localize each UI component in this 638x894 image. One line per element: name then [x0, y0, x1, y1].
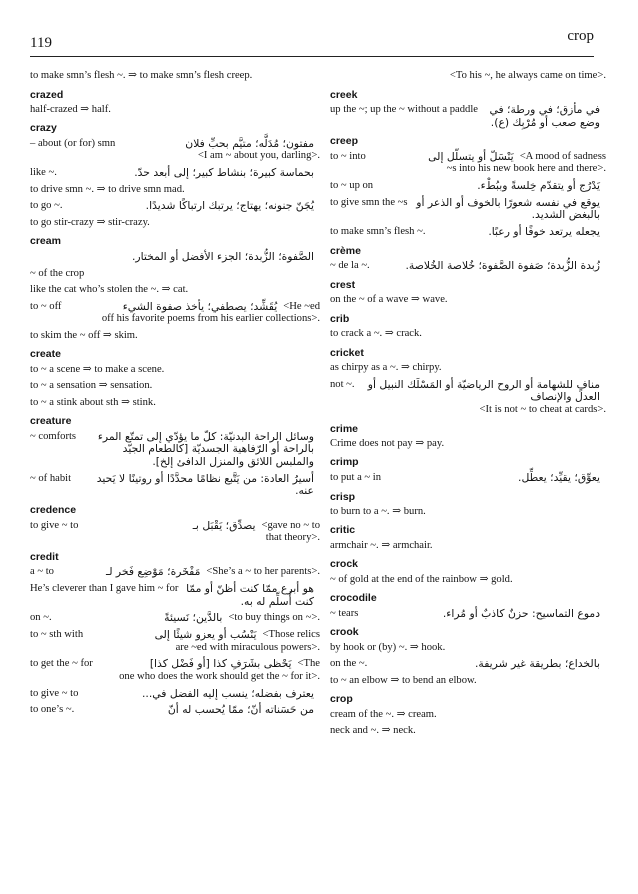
- dictionary-entry: [30, 551, 320, 717]
- headword: credence: [30, 504, 77, 517]
- sense: [330, 379, 606, 417]
- right-column: [330, 64, 606, 742]
- sense-arabic: يَحْظى بشَرَفِ كذا [أو فَضْل كذا]: [149, 657, 292, 671]
- sense-arabic: يَنْسَلّ أو يتسلّل إلى: [428, 149, 514, 163]
- sense-arabic: بالدَّين؛ نَسيئةً: [164, 611, 223, 625]
- sense-english: to go ~.: [30, 200, 63, 212]
- sense-english: neck and ~. ⇒ neck.: [330, 725, 416, 737]
- sense: [30, 167, 320, 180]
- sense-english: a ~ to: [30, 566, 54, 578]
- dictionary-entry: [330, 592, 606, 620]
- sense: [30, 397, 320, 410]
- sense: [330, 180, 606, 193]
- sense-english: to give ~ to: [30, 519, 79, 531]
- sense-arabic: بحماسة كبيرة؛ بنشاط كبير؛ إلى أبعد حدّ.: [134, 165, 314, 179]
- sense-english: to ~ a stink about sth ⇒ stink.: [30, 396, 156, 408]
- sense-english: He’s cleverer than I gave him ~ for: [30, 582, 179, 594]
- sense: [330, 608, 606, 621]
- sense: [330, 472, 606, 485]
- sense-english: to ~ off: [30, 300, 62, 312]
- sense-english: to ~ a sensation ⇒ sensation.: [30, 380, 153, 392]
- sense: [330, 362, 606, 375]
- sense-english: – about (or for) smn: [30, 137, 116, 149]
- sense: [330, 104, 606, 129]
- headword: creature: [30, 415, 72, 428]
- dictionary-entry: [330, 626, 606, 687]
- running-head: crop: [567, 28, 594, 44]
- dictionary-entry: [30, 70, 320, 83]
- dictionary-entry: [330, 524, 606, 552]
- headword: crook: [330, 626, 359, 639]
- sense-english: to skim the ~ off ⇒ skim.: [30, 329, 138, 341]
- sense-english: half-crazed ⇒ half.: [30, 103, 111, 115]
- sense-arabic: في مأزق؛ في ورطة؛ في وضع صعب أو مُرْبِك (ع).: [489, 102, 600, 129]
- sense: [330, 725, 606, 738]
- headword: crop: [330, 693, 353, 706]
- sense-english: on the ~ of a wave ⇒ wave.: [330, 294, 448, 306]
- headword: crimp: [330, 456, 359, 469]
- sense-english: cream of the ~. ⇒ cream.: [330, 708, 437, 720]
- sense-english: ~ de la ~.: [330, 260, 370, 272]
- headword: crisp: [330, 490, 356, 503]
- dictionary-entry: [30, 504, 320, 545]
- sense: [30, 583, 320, 608]
- sense: [30, 184, 320, 197]
- sense-arabic: يُقَشِّد؛ يصطفي؛ يأخذ صفوة الشيء: [122, 299, 278, 313]
- sense-english: to drive smn ~. ⇒ to drive smn mad.: [30, 183, 185, 195]
- sense: [30, 380, 320, 393]
- sense-example: <She’s a ~ to her parents>.: [206, 566, 320, 578]
- dictionary-entry: [330, 456, 606, 484]
- sense: [30, 473, 320, 498]
- sense: [330, 658, 606, 671]
- sense-arabic: يعترف بفضله؛ ينسب إليه الفضل في...: [142, 686, 314, 700]
- sense-english: to ~ an elbow ⇒ to bend an elbow.: [330, 674, 477, 686]
- sense-arabic: زُبدة الزُّبدة؛ صَفوة الصَّفوة؛ خُلاصة الخُلاصة.: [405, 259, 600, 273]
- sense-arabic: مَفْخَرة؛ مَوْضِع فَخر لـ: [106, 565, 201, 579]
- headword: creek: [330, 88, 358, 101]
- sense: [30, 704, 320, 717]
- dictionary-entry: [330, 70, 606, 83]
- sense: [330, 151, 606, 176]
- sense: [330, 540, 606, 553]
- dictionary-entry: [30, 122, 320, 229]
- sense-continuation: <I am ~ about you, darling>.: [197, 150, 320, 162]
- sense-english: to make smn’s flesh ~. ⇒ to make smn’s flesh creep.: [30, 70, 253, 81]
- sense: [330, 675, 606, 688]
- sense-english: ~ tears: [330, 607, 359, 619]
- sense-example: <A mood of sadness: [519, 150, 606, 162]
- sense-arabic: دموع التماسيح: حزنٌ كاذبٌ أو مُراء.: [442, 606, 600, 620]
- sense-english: like ~.: [30, 166, 57, 178]
- sense-example: <gave no ~ to: [261, 519, 320, 531]
- headword: crib: [330, 312, 350, 325]
- sense-continuation: <It is not ~ to cheat at cards>.: [479, 404, 606, 416]
- sense-english: ~ of gold at the end of the rainbow ⇒ gold.: [330, 573, 513, 585]
- dictionary-entry: [30, 348, 320, 409]
- sense-english: to put a ~ in: [330, 471, 382, 483]
- sense: [330, 70, 606, 83]
- sense: [30, 70, 320, 83]
- sense-arabic: يجعله يرتعد خوفًا أو رعبًا.: [488, 225, 600, 239]
- sense-english: to give ~ to: [30, 687, 79, 699]
- sense-arabic: يُجَنّ جنونه؛ يهتاج؛ يرتبك ارتباكًا شديدًا.: [145, 199, 314, 213]
- sense: [30, 629, 320, 654]
- sense-continuation: one who does the work should get the ~ for it>.: [119, 671, 320, 683]
- sense: [330, 642, 606, 655]
- headword: crazy: [30, 122, 57, 135]
- page-number: 119: [30, 35, 52, 51]
- sense-arabic: يَدْرُج أو يتقدّم خِلسةً وببُطْء.: [477, 178, 600, 192]
- sense-english: on ~.: [30, 612, 52, 624]
- sense: [30, 688, 320, 701]
- sense-arabic: وسائل الراحة البدنيّة: كلّ ما يؤدّي إلى تمتّع المرء بالراحة أو الرّفاهية الجسديّة [كالطعام الجيّد والملبس اللائق والمنزل الدافئ إلخ].: [97, 429, 314, 469]
- sense-english: to ~ up on: [330, 179, 374, 191]
- headword: crock: [330, 558, 359, 571]
- sense: [30, 658, 320, 683]
- sense: [330, 709, 606, 722]
- sense: [30, 284, 320, 297]
- sense-arabic: بالخداع؛ بطريقة غير شريفة.: [474, 657, 600, 671]
- sense: [330, 197, 606, 222]
- sense-english: to give smn the ~s: [330, 196, 408, 208]
- sense: [330, 226, 606, 239]
- sense: [330, 438, 606, 451]
- sense-english: ~ comforts: [30, 430, 77, 442]
- sense: [30, 364, 320, 377]
- dictionary-entry: [330, 423, 606, 451]
- sense: [30, 431, 320, 469]
- sense-english: to ~ a scene ⇒ to make a scene.: [30, 363, 165, 375]
- headword: critic: [330, 524, 356, 537]
- sense-arabic: يعوِّق؛ يقيِّد؛ يعطِّل.: [518, 470, 600, 484]
- sense-english: like the cat who’s stolen the ~. ⇒ cat.: [30, 284, 189, 296]
- sense-arabic: من حَسَناته أنّ؛ ممّا يُحسب له أنّ: [167, 703, 314, 717]
- headword: creep: [330, 135, 359, 148]
- headword: cricket: [330, 346, 364, 359]
- sense: [30, 251, 320, 264]
- sense: [330, 574, 606, 587]
- sense-english: on the ~.: [330, 658, 368, 670]
- sense-example: <He ~ed: [283, 300, 320, 312]
- sense-example: <Those relics: [262, 629, 320, 641]
- dictionary-entry: [330, 279, 606, 307]
- sense-english: by hook or (by) ~. ⇒ hook.: [330, 641, 446, 653]
- dictionary-entry: [330, 245, 606, 273]
- sense-continuation: off his favorite poems from his earlier collections>.: [101, 313, 320, 325]
- sense-continuation: ~s into his new book here and there>.: [446, 163, 606, 175]
- sense-arabic: يصدِّق؛ يَقْبَل بـ: [192, 518, 256, 532]
- sense-arabic: مفتون؛ مُدَلَّه؛ متيَّم بحبِّ فلان: [185, 136, 314, 150]
- sense: [30, 330, 320, 343]
- sense-example: <to buy things on ~>.: [228, 612, 320, 624]
- sense-english: to crack a ~. ⇒ crack.: [330, 328, 422, 340]
- dictionary-entry: [30, 415, 320, 498]
- headword: create: [30, 348, 61, 361]
- sense-english: ~ of habit: [30, 472, 72, 484]
- headword: crest: [330, 279, 356, 291]
- dictionary-entry: [30, 235, 320, 342]
- dictionary-entry: [330, 135, 606, 239]
- dictionary-entry: [330, 558, 606, 586]
- headword: cream: [30, 235, 61, 248]
- sense-english: to one’s ~.: [30, 704, 75, 716]
- dictionary-entry: [30, 89, 320, 117]
- sense: [330, 506, 606, 519]
- sense: [30, 612, 320, 625]
- headword: crocodile: [330, 592, 377, 605]
- sense: [30, 200, 320, 213]
- sense: [30, 301, 320, 326]
- headword: crime: [330, 422, 359, 435]
- header-rule: [30, 56, 594, 57]
- headword: crazed: [30, 88, 64, 101]
- sense-arabic: يوقع في نفسه شعورًا بالخوف أو الذعر أو بالبغض الشديد.: [416, 195, 600, 222]
- sense-arabic: منافٍ للشهامة أو الروح الرياضيّة أو المَسْلَك النبيل أو العدل والإنصاف: [367, 377, 600, 404]
- left-column: [30, 64, 320, 721]
- sense: [30, 268, 320, 281]
- headword: crème: [330, 244, 361, 257]
- sense-arabic: هو أبرع ممّا كنت أظنّ أو ممّا كنت أُسلِّم له به.: [186, 581, 314, 608]
- dictionary-entry: [330, 89, 606, 130]
- sense: [30, 138, 320, 163]
- dictionary-entry: [330, 491, 606, 519]
- headword: credit: [30, 550, 59, 563]
- sense: [30, 217, 320, 230]
- sense: [330, 294, 606, 307]
- sense-english: to burn to a ~. ⇒ burn.: [330, 505, 426, 517]
- sense-arabic: أسيرُ العادة: من يَتَّبع نظامًا محدَّدًا أو روتينًا لا يَحيد عنه.: [96, 471, 314, 498]
- sense-english: ~ of the crop: [30, 267, 85, 279]
- sense-english: to ~ sth with: [30, 629, 84, 641]
- sense: [30, 104, 320, 117]
- sense-english: Crime does not pay ⇒ pay.: [330, 437, 445, 449]
- sense-english: up the ~; up the ~ without a paddle: [330, 103, 478, 115]
- sense-english: to ~ into: [330, 150, 366, 162]
- sense-english: to get the ~ for: [30, 658, 93, 670]
- sense-english: to go stir-crazy ⇒ stir-crazy.: [30, 216, 150, 228]
- sense-english: to make smn’s flesh ~.: [330, 226, 426, 238]
- sense: [330, 260, 606, 273]
- sense-english: as chirpy as a ~. ⇒ chirpy.: [330, 362, 442, 374]
- sense-english: not ~.: [330, 378, 355, 390]
- sense: [30, 520, 320, 545]
- sense-arabic: الصَّفوة؛ الزُّبدة؛ الجزء الأفضل أو المختار.: [131, 249, 314, 263]
- dictionary-entry: [330, 693, 606, 737]
- dictionary-entry: [330, 347, 606, 417]
- sense-english: armchair ~. ⇒ armchair.: [330, 539, 433, 551]
- sense-arabic: يَنْسُب أو يعزو شيئًا إلى: [154, 628, 257, 642]
- sense-example: <The: [297, 658, 320, 670]
- sense-continuation: that theory>.: [265, 532, 320, 544]
- dictionary-entry: [330, 313, 606, 341]
- sense-continuation: are ~ed with miraculous powers>.: [175, 641, 320, 653]
- sense-example: <To his ~, he always came on time>.: [449, 70, 606, 81]
- sense: [30, 566, 320, 579]
- sense: [330, 328, 606, 341]
